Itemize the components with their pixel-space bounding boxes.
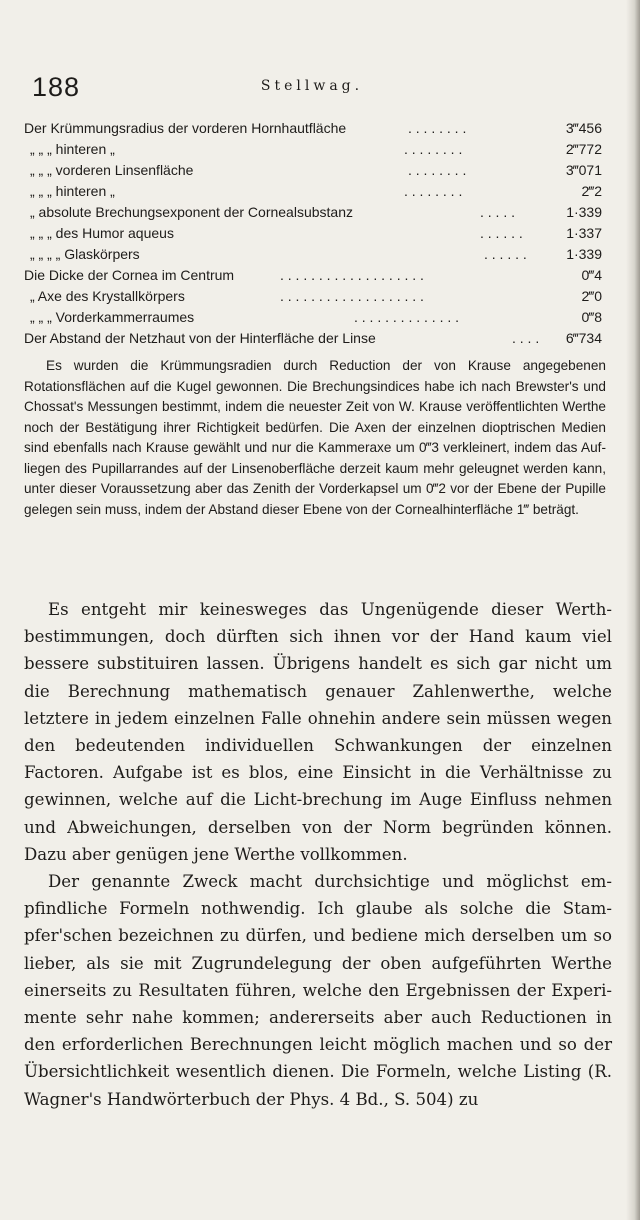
row-value: 1·339	[566, 246, 602, 262]
row-label: „ „ „ „ Glaskörpers	[30, 246, 140, 262]
row-value: 2‴0	[581, 288, 602, 304]
dot-leader: . . . . . .	[480, 225, 523, 241]
running-head: Stellwag.	[260, 78, 364, 94]
row-label: Der Abstand der Netzhaut von der Hinterfläche der Linse	[24, 330, 376, 346]
page-header	[32, 72, 592, 102]
dot-leader: . . . . . . . .	[408, 120, 467, 136]
row-label: „ „ „ hinteren „	[30, 141, 115, 157]
body-paragraph: Es entgeht mir keinesweges das Ungenügende dieser Werth-bestimmungen, doch dürften sich ihnen vor der Hand kaum viel bessere substituiren lassen. Übrigens handelt es sich gar nicht um die Berechnung mathematisch genauer Zahlenwerthe, welche letztere in jedem einzelnen Falle ohnehin andere sein müssen wegen den bedeutenden individuellen Schwankungen der einzelnen Factoren. Aufgabe ist es blos, eine Einsicht in die Verhältnisse zu gewinnen, welche auf die Licht-brechung im Auge Einfluss nehmen und Abweichungen, derselben von der Norm begründen können. Dazu aber genügen jene Werthe vollkommen.	[24, 600, 612, 864]
row-value: 6‴734	[565, 330, 602, 346]
row-value: 3‴071	[565, 162, 602, 178]
dot-leader: . . . . .	[480, 204, 516, 220]
table-row	[24, 328, 604, 349]
measurement-table	[24, 118, 604, 349]
dot-leader: . . . . . .	[484, 246, 527, 262]
row-label: Der Krümmungsradius der vorderen Hornhautfläche	[24, 120, 347, 136]
row-label: „ „ „ vorderen Linsenfläche	[30, 162, 194, 178]
row-label: „ Axe des Krystallkörpers	[30, 288, 185, 304]
main-text	[24, 596, 612, 1113]
row-value: 0‴8	[581, 309, 602, 325]
row-value: 3‴456	[565, 120, 602, 136]
dot-leader: . . . . . . . .	[404, 183, 463, 199]
dot-leader: . . . . . . . . . . . . . . . . . . .	[280, 288, 424, 304]
page-number: 188	[32, 72, 81, 102]
table-row	[24, 307, 604, 328]
table-row	[24, 181, 604, 202]
table-row	[24, 202, 604, 223]
dot-leader: . . . . . . . .	[408, 162, 467, 178]
row-value: 1·337	[566, 225, 602, 241]
body-paragraph: Der genannte Zweck macht durchsichtige und möglichst em-pfindliche Formeln nothwendig. Ich glaube als solche die Stam-pfer'schen bezeichnen zu dürfen, und bediene mich derselben um so lieber, als sie mit Zugrundelegung der oben aufgeführten Werthe einerseits zu Resultaten führen, welche den Ergebnissen der Experi-mente sehr nahe kommen; andererseits aber auch Reductionen in den erforderlichen Berechnungen leicht möglich machen und so der Übersichtlichkeit wesentlich dienen. Die Formeln, welche Listing (R. Wagner's Handwörterbuch der Phys. 4 Bd., S. 504) zu	[24, 872, 612, 1109]
row-label: „ absolute Brechungsexponent der Cornealsubstanz	[30, 204, 353, 220]
dot-leader: . . . . . . . .	[404, 141, 463, 157]
row-label: „ „ „ des Humor aqueus	[30, 225, 174, 241]
table-row	[24, 139, 604, 160]
row-value: 2‴772	[565, 141, 602, 157]
table-row	[24, 118, 604, 139]
table-row	[24, 244, 604, 265]
row-label: „ „ „ hinteren „	[30, 183, 115, 199]
row-label: „ „ „ Vorderkammerraumes	[30, 309, 195, 325]
table-row	[24, 286, 604, 307]
dot-leader: . . . .	[512, 330, 540, 346]
row-label: Die Dicke der Cornea im Centrum	[24, 267, 235, 283]
table-row	[24, 223, 604, 244]
table-row	[24, 265, 604, 286]
dot-leader: . . . . . . . . . . . . . . . . . . .	[280, 267, 424, 283]
row-value: 0‴4	[581, 267, 602, 283]
row-value: 2‴2	[581, 183, 602, 199]
page-edge-shadow	[626, 0, 640, 1220]
row-value: 1·339	[566, 204, 602, 220]
dot-leader: . . . . . . . . . . . . . .	[354, 309, 460, 325]
small-text-paragraph: Es wurden die Krümmungsradien durch Reduction der von Krause angegebenen Rotationsflächen auf die Kugel gewonnen. Die Brechungsindices habe ich nach Brewster's und Chossat's Messungen bestimmt, indem die neuester Zeit von W. Krause veröffentlichten Werthe noch der Bestätigung ihrer Richtigkeit bedürfen. Die Axen der einzelnen dioptrischen Medien sind ebenfalls nach Krause gewählt und nur die Kammeraxe um 0‴3 verkleinert, indem das Auf-liegen des Pupillarrandes auf der Linsenoberfläche derzeit kaum mehr geleugnet werden kann, unter dieser Voraussetzung aber das Zenith der Vorderkapsel um 0‴2 vor der Ebene der Pupille gelegen sein muss, indem der Abstand dieser Ebene von der Cornealhinterfläche 1‴ beträgt.	[24, 358, 606, 517]
footnote-paragraph	[24, 356, 606, 520]
table-row	[24, 160, 604, 181]
